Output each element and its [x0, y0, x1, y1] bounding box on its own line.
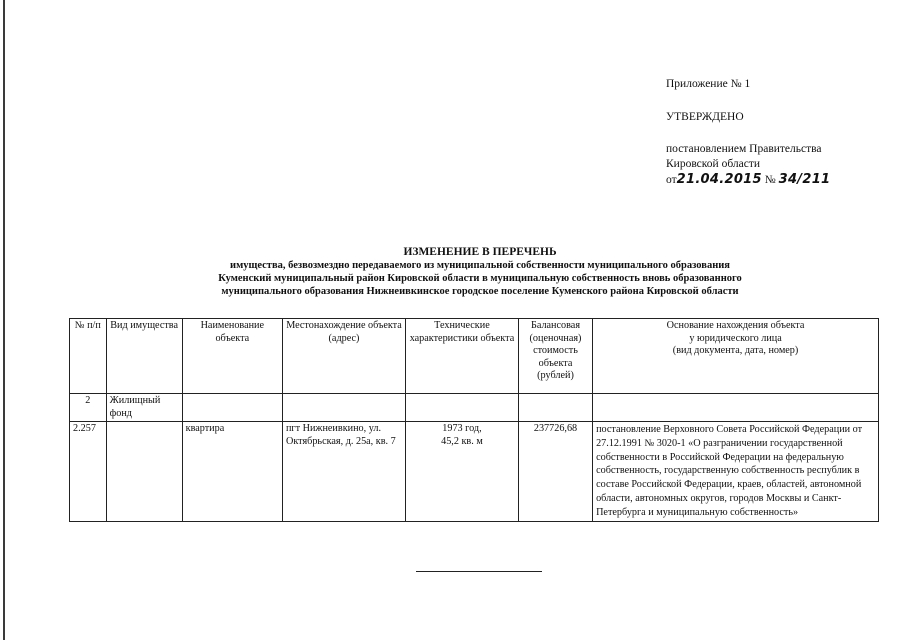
approved-label: УТВЕРЖДЕНО	[666, 111, 744, 123]
approval-block	[666, 77, 896, 188]
header-location: Местонахождение объекта (адрес)	[282, 319, 405, 394]
header-num: № п/п	[70, 319, 107, 394]
header-basis-line1: Основание нахождения объекта	[666, 320, 805, 331]
item-kind	[106, 422, 182, 522]
approved-by-line1: постановлением Правительства	[666, 143, 822, 155]
document-title	[130, 246, 830, 298]
header-kind: Вид имущества	[106, 319, 182, 394]
item-balance: 237726,68	[518, 422, 592, 522]
title-line4: муниципального образования Нижнеивкинское городское поселение Куменского района Кировской области	[221, 286, 739, 297]
decree-number-label: №	[764, 174, 776, 186]
header-basis	[593, 319, 879, 394]
decree-line	[666, 172, 896, 188]
title-line3: Куменский муниципальный район Кировской области в муниципальную собственность вновь образованного	[218, 273, 742, 284]
header-tech: Технические характеристики объекта	[405, 319, 518, 394]
group-kind: Жилищный фонд	[106, 394, 182, 422]
group-empty-balance	[518, 394, 592, 422]
group-empty-name	[182, 394, 282, 422]
item-basis: постановление Верховного Совета Российской Федерации от 27.12.1991 № 3020-1 «О разграничении государственной собственности в Российской Федерации на федеральную собственность, государственную собственность республик в составе Российской Федерации, краев, областей, автономной области, автономных округов, городов Москвы и Санкт-Петербурга и муниципальную собственность»	[593, 422, 879, 522]
group-empty-tech	[405, 394, 518, 422]
header-basis-line2: у юридического лица	[689, 332, 782, 344]
approved-by-line2: Кировской области	[666, 158, 761, 170]
title-line2: имущества, безвозмездно передаваемого из муниципальной собственности муниципального образования	[230, 260, 730, 271]
scan-margin-line	[3, 0, 5, 640]
group-num: 2	[70, 394, 107, 422]
header-name: Наименование объекта	[182, 319, 282, 394]
item-name: квартира	[182, 422, 282, 522]
header-balance: Балансовая (оценочная) стоимость объекта (рублей)	[518, 319, 592, 394]
item-num: 2.257	[70, 422, 107, 522]
decree-prefix: от	[666, 174, 677, 186]
table-header-row	[70, 319, 879, 394]
appendix-label: Приложение № 1	[666, 78, 751, 90]
approved-by	[666, 142, 896, 188]
group-empty-location	[282, 394, 405, 422]
bottom-divider	[416, 571, 542, 572]
table-row-group	[70, 394, 879, 422]
item-tech-line2: 45,2 кв. м	[441, 435, 483, 447]
table-row	[70, 422, 879, 522]
item-tech	[405, 422, 518, 522]
decree-number: 34/211	[778, 172, 831, 187]
title-line1: ИЗМЕНЕНИЕ В ПЕРЕЧЕНЬ	[403, 246, 557, 258]
header-basis-line3: (вид документа, дата, номер)	[672, 345, 799, 356]
item-location: пгт Нижнеивкино, ул. Октябрьская, д. 25а, кв. 7	[282, 422, 405, 522]
item-tech-line1: 1973 год,	[442, 423, 482, 434]
decree-date: 21.04.2015	[676, 172, 762, 187]
group-empty-basis	[593, 394, 879, 422]
property-table	[69, 318, 879, 522]
